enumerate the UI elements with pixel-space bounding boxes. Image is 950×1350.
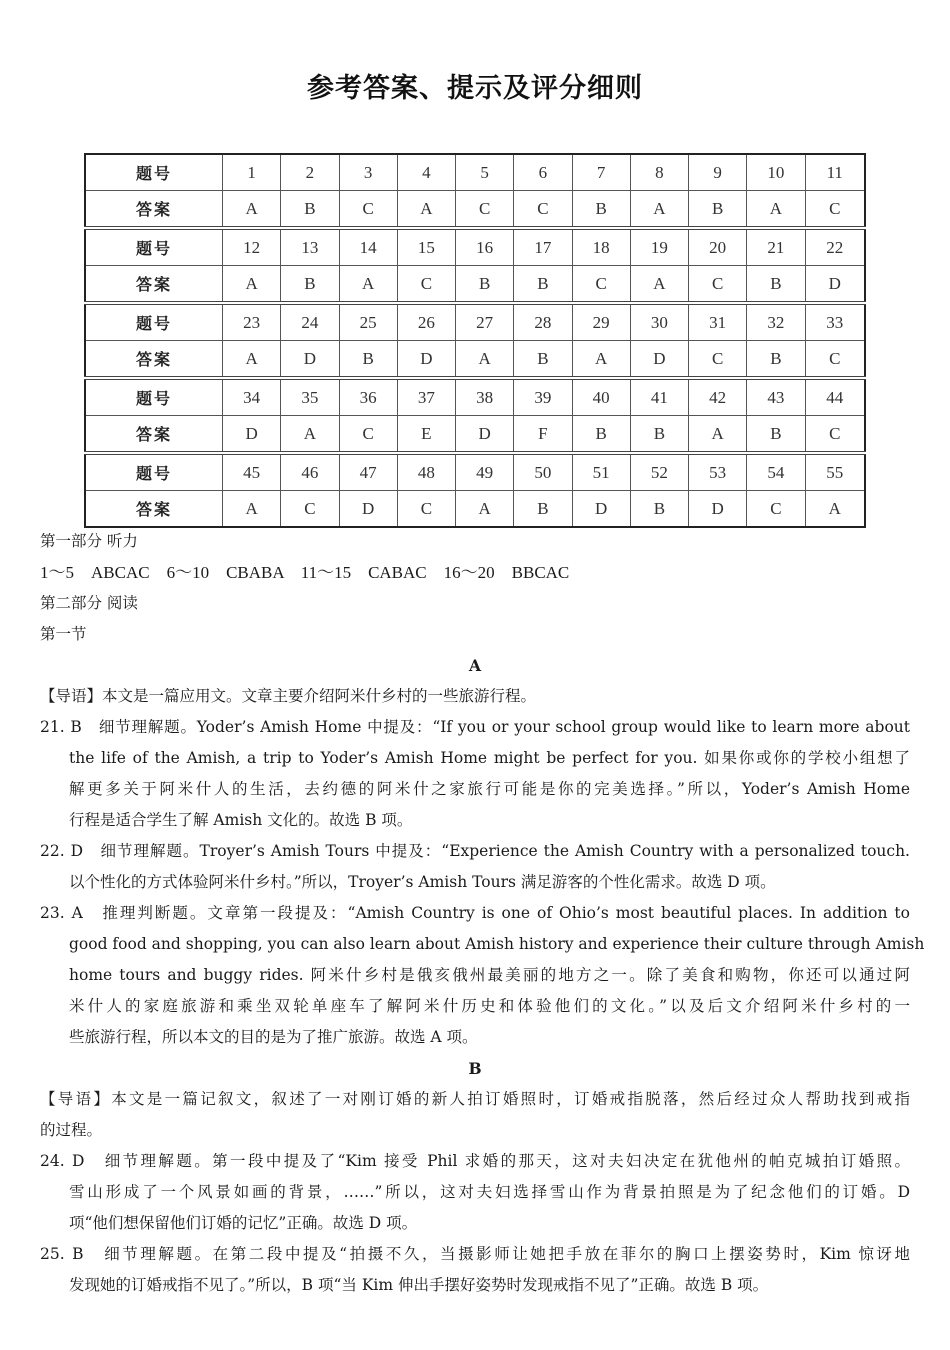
question-number-row — [85, 154, 865, 191]
question-number-cell: 45 — [223, 453, 281, 491]
answer-cell: B — [630, 491, 688, 528]
question-number-cell: 52 — [630, 453, 688, 491]
question-number-cell: 25 — [339, 303, 397, 341]
answer-25-line: 25. B 细节理解题。在第二段中提及“拍摄不久，当摄影师让她把手放在菲尔的胸口上摆姿势时，Kim 惊讶地 — [40, 1245, 910, 1263]
question-number-cell: 23 — [223, 303, 281, 341]
answer-cell: A — [630, 191, 688, 229]
question-number-cell: 21 — [747, 228, 805, 266]
question-number-cell: 17 — [514, 228, 572, 266]
answer-key-table — [84, 153, 866, 528]
question-number-cell: 54 — [747, 453, 805, 491]
answer-cell: D — [339, 491, 397, 528]
answer-cell: A — [223, 191, 281, 229]
question-number-cell: 32 — [747, 303, 805, 341]
question-number-cell: 18 — [572, 228, 630, 266]
answer-cell: A — [397, 191, 455, 229]
answer-cell: C — [514, 191, 572, 229]
answer-21-line: 行程是适合学生了解 Amish 文化的。故选 B 项。 — [69, 811, 413, 829]
listening-answers: 1～5 ABCAC 6～10 CBABA 11～15 CABAC 16～20 BBCAC — [40, 563, 570, 582]
question-number-cell: 36 — [339, 378, 397, 416]
row-label-answer: 答案 — [85, 341, 223, 379]
answer-cell: B — [630, 416, 688, 454]
row-label-answer: 答案 — [85, 266, 223, 304]
answer-cell: A — [223, 341, 281, 379]
passage-a-label: A — [468, 656, 482, 675]
answer-cell: D — [397, 341, 455, 379]
answer-cell: B — [514, 491, 572, 528]
answer-row — [85, 341, 865, 379]
question-number-cell: 35 — [281, 378, 339, 416]
answer-cell: A — [281, 416, 339, 454]
question-number-cell: 27 — [456, 303, 514, 341]
answer-cell: D — [630, 341, 688, 379]
question-number-cell: 10 — [747, 154, 805, 191]
passage-b-intro: 【导语】本文是一篇记叙文，叙述了一对刚订婚的新人拍订婚照时，订婚戒指脱落，然后经过众人帮助找到戒指 — [40, 1090, 910, 1108]
question-number-cell: 31 — [689, 303, 747, 341]
question-number-cell: 28 — [514, 303, 572, 341]
answer-cell: C — [339, 416, 397, 454]
answer-23 — [40, 898, 925, 1053]
question-number-cell: 16 — [456, 228, 514, 266]
answer-cell: A — [689, 416, 747, 454]
question-number-cell: 53 — [689, 453, 747, 491]
answer-cell: A — [456, 341, 514, 379]
answer-cell: A — [339, 266, 397, 304]
question-number-cell: 22 — [805, 228, 865, 266]
question-number-cell: 12 — [223, 228, 281, 266]
answer-cell: B — [514, 341, 572, 379]
question-number-cell: 2 — [281, 154, 339, 191]
section-heading: 第一节 — [40, 625, 87, 643]
answer-cell: B — [281, 191, 339, 229]
page-title: 参考答案、提示及评分细则 — [307, 73, 643, 104]
answer-22 — [40, 836, 910, 898]
answer-cell: D — [805, 266, 865, 304]
question-number-row — [85, 453, 865, 491]
answer-row — [85, 491, 865, 528]
answer-24-line: 雪山形成了一个风景如画的背景，……”所以，这对夫妇选择雪山作为背景拍照是为了纪念他们的订婚。D — [69, 1183, 910, 1201]
question-number-cell: 4 — [397, 154, 455, 191]
answer-cell: D — [223, 416, 281, 454]
question-number-cell: 42 — [689, 378, 747, 416]
question-number-cell: 34 — [223, 378, 281, 416]
answer-24-line: 项“他们想保留他们订婚的记忆”正确。故选 D 项。 — [69, 1214, 418, 1232]
question-number-cell: 19 — [630, 228, 688, 266]
question-number-cell: 15 — [397, 228, 455, 266]
row-label-question-number: 题号 — [85, 378, 223, 416]
answer-cell: B — [689, 191, 747, 229]
answer-cell: C — [572, 266, 630, 304]
question-number-row — [85, 378, 865, 416]
row-label-question-number: 题号 — [85, 228, 223, 266]
answer-cell: C — [339, 191, 397, 229]
question-number-cell: 13 — [281, 228, 339, 266]
answer-cell: E — [397, 416, 455, 454]
answer-22-line: 以个性化的方式体验阿米什乡村。”所以，Troyer’s Amish Tours 满足游客的个性化需求。故选 D 项。 — [69, 873, 776, 891]
question-number-row — [85, 228, 865, 266]
answer-cell: C — [397, 266, 455, 304]
answer-cell: D — [281, 341, 339, 379]
answer-cell: C — [805, 341, 865, 379]
answer-cell: C — [456, 191, 514, 229]
question-number-cell: 24 — [281, 303, 339, 341]
answer-22-line: 22. D 细节理解题。Troyer’s Amish Tours 中提及：“Experience the Amish Country with a personalized touch. — [40, 842, 910, 860]
answer-cell: B — [572, 416, 630, 454]
question-number-cell: 7 — [572, 154, 630, 191]
question-number-cell: 43 — [747, 378, 805, 416]
answer-21-line: 21. B 细节理解题。Yoder’s Amish Home 中提及：“If you or your school group would like to learn more about — [40, 718, 910, 736]
answer-cell: A — [805, 491, 865, 528]
answer-cell: C — [689, 266, 747, 304]
answer-23-line: 些旅游行程，所以本文的目的是为了推广旅游。故选 A 项。 — [69, 1028, 478, 1046]
question-number-cell: 51 — [572, 453, 630, 491]
question-number-cell: 37 — [397, 378, 455, 416]
answer-25-line: 发现她的订婚戒指不见了。”所以，B 项“当 Kim 伸出手摆好姿势时发现戒指不见了”正确。故选 B 项。 — [69, 1276, 769, 1294]
answer-cell: C — [281, 491, 339, 528]
row-label-answer: 答案 — [85, 191, 223, 229]
question-number-cell: 6 — [514, 154, 572, 191]
answer-cell: C — [805, 416, 865, 454]
row-label-answer: 答案 — [85, 491, 223, 528]
row-label-answer: 答案 — [85, 416, 223, 454]
question-number-cell: 26 — [397, 303, 455, 341]
question-number-cell: 5 — [456, 154, 514, 191]
row-label-question-number: 题号 — [85, 303, 223, 341]
answer-25 — [40, 1239, 910, 1301]
answer-cell: B — [514, 266, 572, 304]
question-number-cell: 39 — [514, 378, 572, 416]
passage-b-intro: 的过程。 — [40, 1121, 103, 1139]
question-number-cell: 29 — [572, 303, 630, 341]
question-number-cell: 55 — [805, 453, 865, 491]
question-number-cell: 50 — [514, 453, 572, 491]
answer-23-line: 23. A 推理判断题。文章第一段提及：“Amish Country is one of Ohio’s most beautiful places. In addition to — [40, 904, 910, 922]
answer-explanations — [40, 526, 925, 1301]
part1-heading: 第一部分 听力 — [40, 532, 138, 550]
answer-23-line: 米什人的家庭旅游和乘坐双轮单座车了解阿米什历史和体验他们的文化。”以及后文介绍阿米什乡村的一 — [69, 997, 910, 1015]
answer-21-line: 解更多关于阿米什人的生活，去约德的阿米什之家旅行可能是你的完美选择。”所以，Yoder’s Amish Home — [69, 780, 910, 798]
question-number-cell: 49 — [456, 453, 514, 491]
question-number-cell: 47 — [339, 453, 397, 491]
passage-a-intro: 【导语】本文是一篇应用文。文章主要介绍阿米什乡村的一些旅游行程。 — [40, 687, 537, 705]
answer-cell: B — [747, 266, 805, 304]
answer-cell: A — [223, 266, 281, 304]
part2-heading: 第二部分 阅读 — [40, 594, 138, 612]
answer-cell: B — [456, 266, 514, 304]
question-number-cell: 38 — [456, 378, 514, 416]
row-label-question-number: 题号 — [85, 453, 223, 491]
answer-cell: C — [397, 491, 455, 528]
answer-cell: B — [572, 191, 630, 229]
answer-24 — [40, 1146, 910, 1239]
answer-cell: A — [456, 491, 514, 528]
passage-b-label: B — [468, 1059, 482, 1078]
question-number-cell: 3 — [339, 154, 397, 191]
answer-cell: D — [689, 491, 747, 528]
answer-cell: A — [747, 191, 805, 229]
question-number-cell: 9 — [689, 154, 747, 191]
question-number-cell: 46 — [281, 453, 339, 491]
answer-cell: B — [339, 341, 397, 379]
answer-cell: F — [514, 416, 572, 454]
answer-row — [85, 191, 865, 229]
answer-21 — [40, 712, 910, 836]
question-number-row — [85, 303, 865, 341]
question-number-cell: 41 — [630, 378, 688, 416]
question-number-cell: 14 — [339, 228, 397, 266]
question-number-cell: 8 — [630, 154, 688, 191]
answer-21-line: the life of the Amish, a trip to Yoder’s Amish Home might be perfect for you. 如果你或你的学校小组想了 — [69, 749, 910, 767]
question-number-cell: 44 — [805, 378, 865, 416]
answer-row — [85, 416, 865, 454]
question-number-cell: 33 — [805, 303, 865, 341]
answer-cell: B — [747, 341, 805, 379]
answer-cell: C — [689, 341, 747, 379]
answer-cell: A — [572, 341, 630, 379]
answer-23-line: home tours and buggy rides. 阿米什乡村是俄亥俄州最美丽的地方之一。除了美食和购物，你还可以通过阿 — [69, 966, 910, 984]
answer-cell: B — [747, 416, 805, 454]
answer-row — [85, 266, 865, 304]
answer-24-line: 24. D 细节理解题。第一段中提及了“Kim 接受 Phil 求婚的那天，这对夫妇决定在犹他州的帕克城拍订婚照。 — [40, 1152, 910, 1170]
question-number-cell: 40 — [572, 378, 630, 416]
question-number-cell: 48 — [397, 453, 455, 491]
answer-cell: D — [572, 491, 630, 528]
answer-cell: A — [223, 491, 281, 528]
question-number-cell: 11 — [805, 154, 865, 191]
row-label-question-number: 题号 — [85, 154, 223, 191]
answer-cell: C — [805, 191, 865, 229]
answer-cell: B — [281, 266, 339, 304]
answer-cell: C — [747, 491, 805, 528]
question-number-cell: 1 — [223, 154, 281, 191]
answer-23-line: good food and shopping, you can also learn about Amish history and experience their culture through Amish — [69, 935, 925, 953]
answer-cell: D — [456, 416, 514, 454]
question-number-cell: 30 — [630, 303, 688, 341]
question-number-cell: 20 — [689, 228, 747, 266]
answer-cell: A — [630, 266, 688, 304]
